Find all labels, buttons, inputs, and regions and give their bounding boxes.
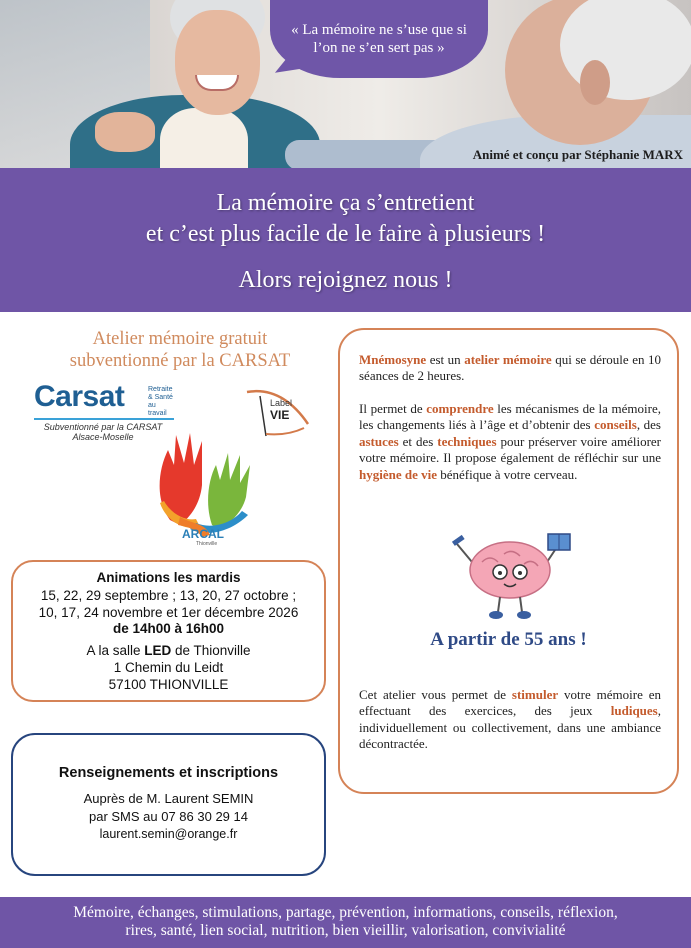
keywords-line-1: Mémoire, échanges, stimulations, partage, prévention, informations, conseils, réflexion, (73, 904, 618, 921)
schedule-hours: de 14h00 à 16h00 (112, 621, 225, 636)
arcal-subtext: Thionville (196, 541, 218, 547)
label-vie-label: Label (270, 398, 293, 408)
carsat-tagline (148, 386, 174, 418)
text-span: les mécanismes de la mémoire, les changements liés à l’âge et d’obtenir des (359, 401, 661, 433)
contact-title: Renseignements et inscriptions (58, 765, 279, 781)
highlight-hygiene: hygiène de vie (359, 466, 437, 482)
highlight-ludiques: ludiques (610, 703, 658, 719)
keywords-footer (0, 897, 691, 948)
venue-city: 57100 THIONVILLE (108, 677, 229, 692)
contact-box (11, 733, 326, 876)
highlight-astuces: astuces (359, 433, 399, 449)
venue-suffix: de Thionville (171, 643, 251, 658)
contact-phone[interactable]: par SMS au 07 86 30 29 14 (88, 809, 248, 824)
text-span: bénéfique à votre cerveau. (437, 466, 578, 482)
venue-line (13, 643, 324, 658)
woman-face (175, 10, 260, 115)
schedule-dates-2: 10, 17, 24 novembre et 1er décembre 2026 (38, 605, 299, 620)
schedule-dates-1: 15, 22, 29 septembre ; 13, 20, 27 octobre ; (40, 588, 297, 603)
carsat-tag-3: au travail (148, 402, 167, 417)
text-span: votre mémoire en effectuant des exercices, des jeux (359, 687, 662, 719)
contact-person: Auprès de M. Laurent SEMIN (83, 791, 254, 806)
atelier-title-line-2: subventionné par la CARSAT (69, 351, 291, 371)
woman-hand (95, 112, 155, 152)
highlight-mnemosyne: Mnémosyne (359, 352, 427, 367)
highlight-atelier: atelier mémoire (464, 352, 552, 367)
schedule-title: Animations les mardis (96, 570, 241, 585)
description-paragraph-1 (359, 352, 661, 385)
venue-name: LED (144, 643, 172, 658)
text-span: Il permet de (359, 401, 427, 416)
speech-bubble (270, 0, 488, 78)
woman-shirt (160, 108, 248, 168)
text-span: , individuellement ou collectivement, dans une ambiance décontractée. (359, 703, 661, 752)
carsat-wordmark: Carsat (34, 380, 125, 413)
contact-email[interactable]: laurent.semin@orange.fr (99, 827, 238, 841)
venue-street: 1 Chemin du Leidt (113, 660, 224, 675)
atelier-title-line-1: Atelier mémoire gratuit (92, 329, 268, 349)
highlight-comprendre: comprendre (426, 401, 494, 416)
carsat-rule (34, 418, 174, 420)
author-credit: Animé et conçu par Stéphanie MARX (472, 147, 683, 162)
brain-mascot-icon (452, 532, 572, 622)
age-requirement: A partir de 55 ans ! (430, 629, 587, 650)
man-ear (580, 60, 610, 105)
keywords-line-2: rires, santé, lien social, nutrition, bien vieillir, valorisation, convivialité (125, 922, 566, 939)
text-span: , des (636, 417, 661, 433)
headline-banner (0, 168, 691, 312)
highlight-conseils: conseils (594, 417, 637, 433)
text-span: et des (398, 433, 438, 449)
description-paragraph-3 (359, 687, 661, 753)
atelier-title (40, 328, 320, 372)
carsat-sub-2: Alsace-Moselle (72, 432, 134, 442)
highlight-stimuler: stimuler (511, 687, 559, 702)
text-span: Cet atelier vous permet de (359, 687, 512, 702)
label-vie-word: VIE (270, 408, 290, 422)
quote-text: « La mémoire ne s’use que si l’on ne s’en sert pas » (291, 22, 467, 56)
text-span: pour préserver voire améliorer votre mémoire. Il propose également de réfléchir sur une (359, 433, 662, 466)
arcal-wordmark: ARCAL (182, 527, 224, 541)
headline-line-2: et c’est plus facile de le faire à plusieurs ! (145, 221, 546, 247)
highlight-techniques: techniques (437, 433, 497, 449)
schedule-box (11, 560, 326, 702)
venue-prefix: A la salle (86, 643, 145, 658)
description-paragraph-2 (359, 401, 661, 483)
headline-call-to-action: Alors rejoignez nous ! (238, 267, 453, 293)
text-span: qui se déroule en 10 séances de 2 heures. (359, 352, 661, 384)
text-span: est un (426, 352, 465, 367)
carsat-tag-2: & Santé (148, 394, 173, 401)
carsat-tag-1: Retraite (148, 386, 173, 393)
carsat-sub-1: Subventionné par la CARSAT (43, 422, 163, 432)
headline-line-1: La mémoire ça s’entretient (216, 190, 475, 216)
